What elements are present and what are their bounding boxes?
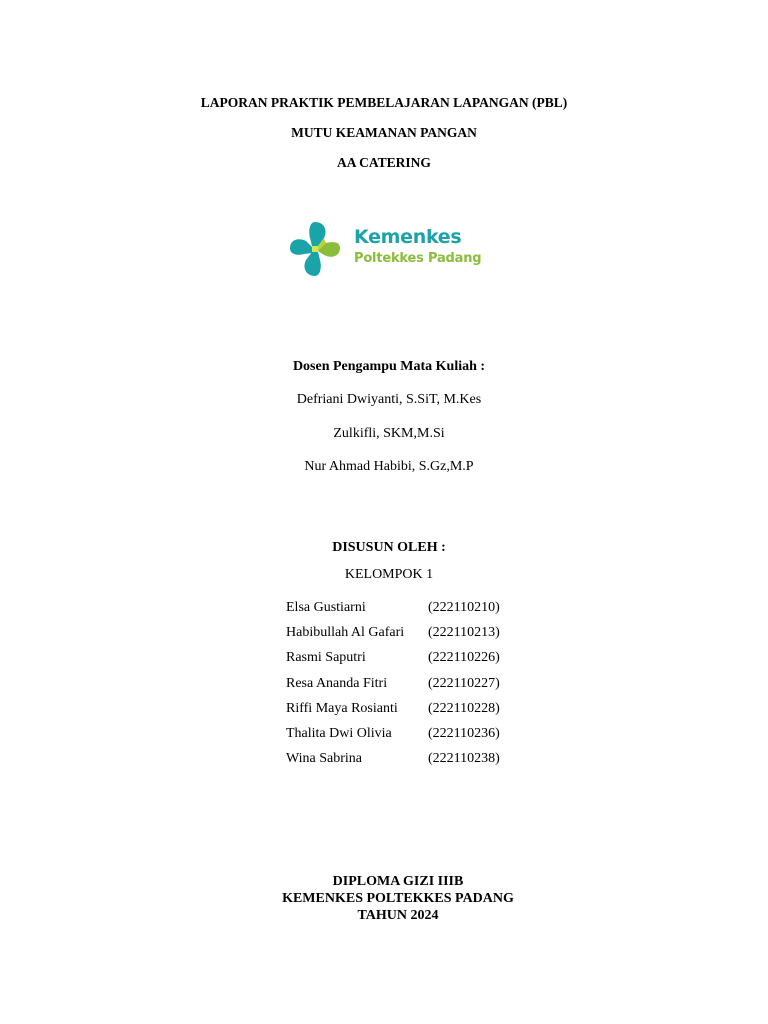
group-name: KELOMPOK 1: [344, 567, 434, 582]
report-title-line-3: AA CATERING: [337, 155, 431, 170]
footer-institution: KEMENKES POLTEKKES PADANG: [282, 891, 514, 906]
member-name: Habibullah Al Gafari: [286, 625, 405, 641]
lecturer-name: Defriani Dwiyanti, S.SiT, M.Kes: [296, 392, 482, 407]
list-item: [286, 749, 500, 774]
kemenkes-logo: [268, 198, 512, 292]
member-list: [286, 598, 500, 774]
report-title-line-2: MUTU KEAMANAN PANGAN: [291, 125, 477, 140]
member-id: (222110210): [428, 600, 500, 615]
list-item: [286, 623, 500, 648]
list-item: [286, 699, 500, 724]
member-id: (222110236): [428, 725, 500, 741]
list-item: [286, 724, 500, 749]
report-title-line-1: LAPORAN PRAKTIK PEMBELAJARAN LAPANGAN (PBL): [200, 95, 568, 110]
member-name: Elsa Gustiarni: [286, 600, 366, 615]
logo-brand-text: Kemenkes: [354, 226, 462, 248]
member-name: Thalita Dwi Olivia: [286, 725, 392, 741]
lecturer-heading: Dosen Pengampu Mata Kuliah :: [292, 359, 486, 374]
member-id: (222110228): [428, 700, 500, 716]
member-id: (222110213): [428, 625, 500, 641]
logo-sub-text: Poltekkes Padang: [354, 251, 482, 266]
member-id: (222110227): [428, 675, 500, 691]
authors-heading: DISUSUN OLEH :: [332, 540, 446, 555]
lecturer-name: Nur Ahmad Habibi, S.Gz,M.P: [304, 459, 474, 474]
member-name: Resa Ananda Fitri: [286, 675, 388, 691]
lecturer-name: Zulkifli, SKM,M.Si: [333, 426, 445, 441]
member-name: Rasmi Saputri: [286, 650, 366, 666]
list-item: [286, 598, 500, 623]
member-name: Wina Sabrina: [286, 751, 363, 767]
footer-program: DIPLOMA GIZI IIIB: [332, 874, 464, 889]
kemenkes-logo-mark-icon: [288, 220, 342, 278]
member-id: (222110238): [428, 751, 500, 767]
list-item: [286, 648, 500, 673]
footer-year: TAHUN 2024: [357, 908, 439, 923]
list-item: [286, 674, 500, 699]
member-id: (222110226): [428, 650, 500, 666]
member-name: Riffi Maya Rosianti: [286, 700, 398, 716]
